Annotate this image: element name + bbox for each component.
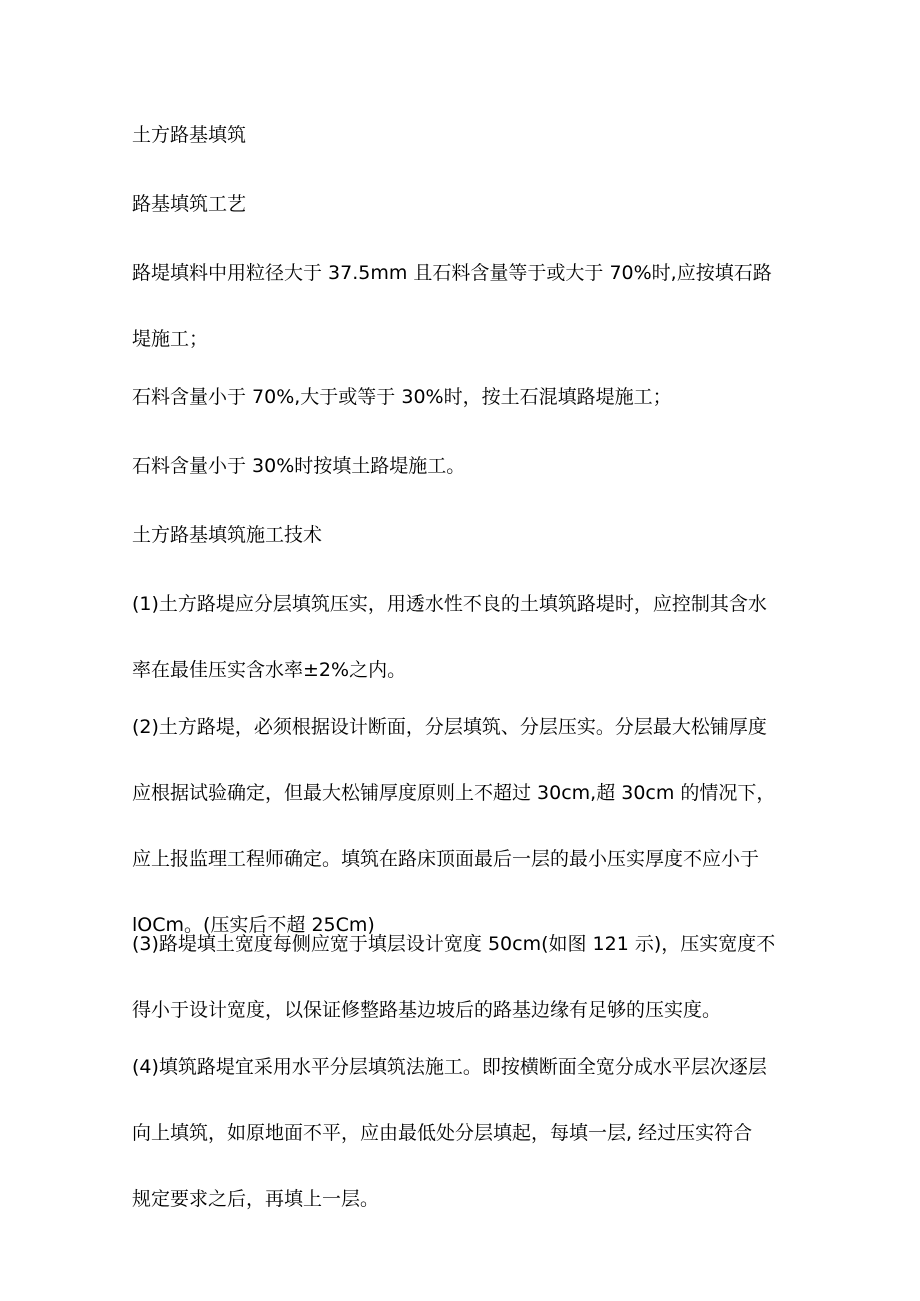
paragraph-line: (3)路堤填土宽度每侧应宽于填层设计宽度 50cm(如图 121 示)，压实宽度不	[132, 933, 776, 955]
list-item-3	[132, 911, 802, 1043]
paragraph-line: 向上填筑，如原地面不平，应由最低处分层填起，每填一层, 经过压实符合	[132, 1122, 753, 1144]
paragraph-line: lOCm。(压实后不超 25Cm)	[132, 914, 375, 936]
title-text: 土方路基填筑	[132, 124, 247, 146]
paragraph-line: 石料含量小于 70%,大于或等于 30%时，按土石混填路堤施工；	[132, 386, 672, 408]
paragraph-mixed-fill	[132, 364, 802, 430]
paragraph-line: 堤施工；	[132, 328, 209, 350]
document-title	[132, 102, 802, 168]
heading-text: 土方路基填筑施工技术	[132, 524, 323, 546]
section-heading-process	[132, 171, 802, 237]
paragraph-line: 应根据试验确定，但最大松铺厚度原则上不超过 30cm,超 30cm 的情况下，	[132, 782, 776, 804]
paragraph-line: 得小于设计宽度，以保证修整路基边坡后的路基边缘有足够的压实度。	[132, 999, 722, 1021]
paragraph-fill-material	[132, 240, 802, 372]
list-item-4	[132, 1034, 802, 1232]
paragraph-line: (1)土方路堤应分层填筑压实，用透水性不良的土填筑路堤时，应控制其含水	[132, 593, 767, 615]
heading-text: 路基填筑工艺	[132, 193, 247, 215]
paragraph-line: 应上报监理工程师确定。填筑在路床顶面最后一层的最小压实厚度不应小于	[132, 848, 760, 870]
paragraph-line: 石料含量小于 30%时按填土路堤施工。	[132, 455, 466, 477]
section-heading-technique	[132, 502, 802, 568]
paragraph-line: (4)填筑路堤宜采用水平分层填筑法施工。即按横断面全宽分成水平层次逐层	[132, 1056, 767, 1078]
list-item-1	[132, 571, 802, 703]
paragraph-soil-fill	[132, 433, 802, 499]
paragraph-line: 路堤填料中用粒径大于 37.5mm 且石料含量等于或大于 70%时,应按填石路	[132, 262, 772, 284]
paragraph-line: (2)土方路堤，必须根据设计断面，分层填筑、分层压实。分层最大松铺厚度	[132, 716, 767, 738]
paragraph-line: 率在最佳压实含水率±2%之内。	[132, 659, 407, 681]
paragraph-line: 规定要求之后，再填上一层。	[132, 1188, 380, 1210]
